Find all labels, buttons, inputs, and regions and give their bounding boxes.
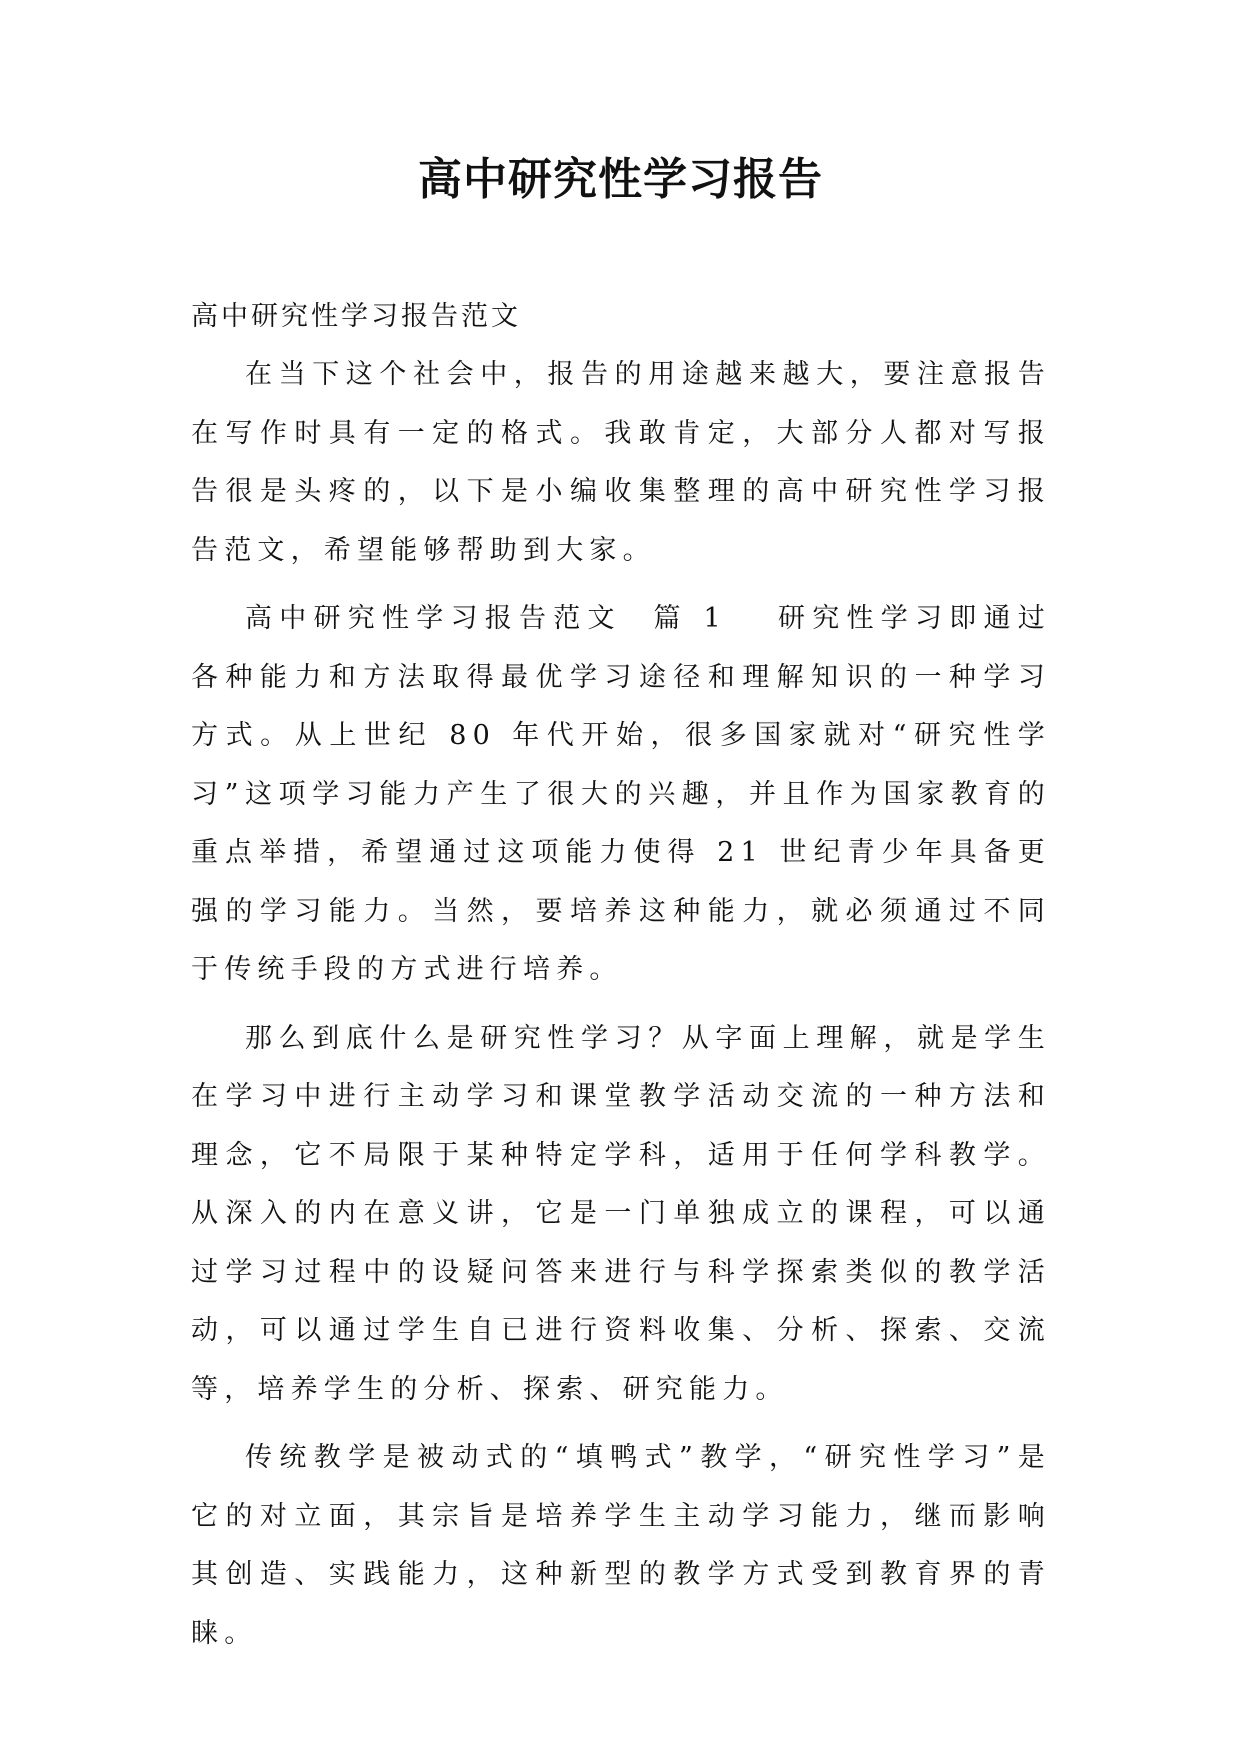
intro-paragraph: 在当下这个社会中，报告的用途越来越大，要注意报告在写作时具有一定的格式。我敢肯定，大部分人都对写报告很是头疼的，以下是小编收集整理的高中研究性学习报告范文，希望能够帮助到大家。 <box>191 359 1051 566</box>
document-body <box>191 288 1051 1673</box>
section-1-paragraph <box>191 590 1051 1000</box>
definition-paragraph: 那么到底什么是研究性学习？从字面上理解，就是学生在学习中进行主动学习和课堂教学活动交流的一种方法和理念，它不局限于某种特定学科，适用于任何学科教学。从深入的内在意义讲，它是一门单独成立的课程，可以通过学习过程中的设疑问答来进行与科学探索类似的教学活动，可以通过学生自已进行资料收集、分析、探索、交流等，培养学生的分析、探索、研究能力。 <box>191 1022 1051 1405</box>
section-1-text: 研究性学习即通过各种能力和方法取得最优学习途径和理解知识的一种学习方式。从上世纪 80 年代开始，很多国家就对“研究性学习”这项学习能力产生了很大的兴趣，并且作为国家教育的重点举措，希望通过这项能力使得 21 世纪青少年具备更强的学习能力。当然，要培养这种能力，就必须通过不同于传统手段的方式进行培养。 <box>191 603 1051 985</box>
comparison-paragraph: 传统教学是被动式的“填鸭式”教学，“研究性学习”是它的对立面，其宗旨是培养学生主动学习能力，继而影响其创造、实践能力，这种新型的教学方式受到教育界的青睐。 <box>191 1442 1051 1649</box>
section-heading: 高中研究性学习报告范文 篇 1 <box>245 603 727 634</box>
document-title: 高中研究性学习报告 <box>418 154 823 205</box>
document-subtitle: 高中研究性学习报告范文 <box>191 301 521 332</box>
